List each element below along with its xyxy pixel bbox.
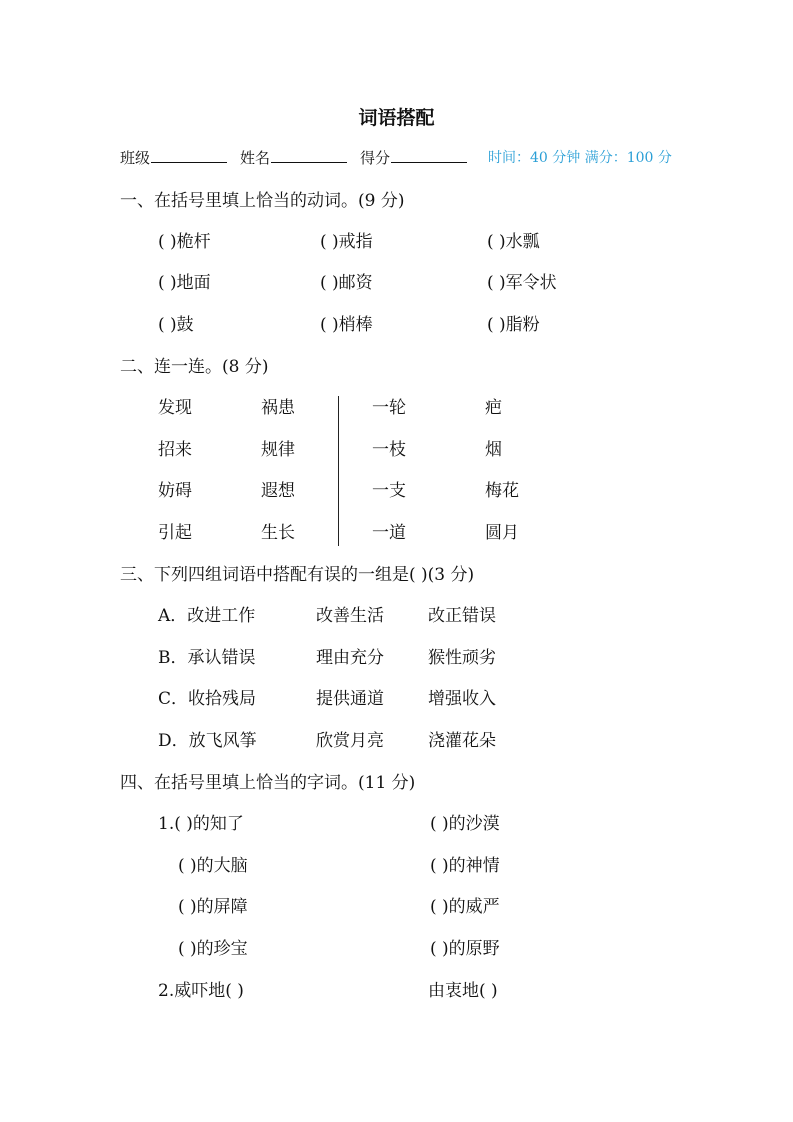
s2-word[interactable]: 引起 [158, 523, 192, 543]
s1-item: ( )梢棒 [320, 315, 373, 335]
s1-item: ( )戒指 [320, 232, 373, 252]
s2-word[interactable]: 圆月 [485, 523, 519, 543]
s2-word[interactable]: 疤 [485, 398, 502, 418]
s2-word[interactable]: 遐想 [261, 481, 295, 501]
section-2-heading: 二、连一连。(8 分) [120, 357, 269, 377]
s2-word[interactable]: 一道 [372, 523, 406, 543]
s2-word[interactable]: 祸患 [261, 398, 295, 418]
s3-option-label[interactable]: C．收拾残局 [158, 689, 257, 709]
score-label: 得分 [360, 149, 391, 167]
s1-item: ( )军令状 [487, 273, 557, 293]
class-field [120, 148, 231, 168]
s1-item: ( )脂粉 [487, 315, 540, 335]
section-3-heading: 三、下列四组词语中搭配有误的一组是( )(3 分) [120, 565, 475, 585]
section-4-heading: 四、在括号里填上恰当的字词。(11 分) [120, 773, 416, 793]
s2-word[interactable]: 妨碍 [158, 481, 192, 501]
s4-item: ( )的沙漠 [430, 814, 500, 834]
s4-item: ( )的屏障 [178, 897, 248, 917]
time-score-info: 时间：40 分钟 满分：100 分 [488, 150, 672, 166]
s3-phrase: 浇灌花朵 [428, 731, 496, 751]
s1-item: ( )桅杆 [158, 232, 211, 252]
s1-item: ( )鼓 [158, 315, 194, 335]
s2-word[interactable]: 招来 [158, 440, 192, 460]
s4-item: 1.( )的知了 [158, 814, 244, 834]
s2-word[interactable]: 梅花 [485, 481, 519, 501]
s4-item: ( )的神情 [430, 856, 500, 876]
s1-item: ( )水瓢 [487, 232, 540, 252]
s2-word[interactable]: 生长 [261, 523, 295, 543]
s4-q2-item: 由衷地( ) [428, 981, 498, 1001]
s1-item: ( )邮资 [320, 273, 373, 293]
name-label: 姓名 [240, 149, 271, 167]
s2-word[interactable]: 烟 [485, 440, 502, 460]
s4-item: ( )的珍宝 [178, 939, 248, 959]
name-field [240, 148, 351, 168]
s4-item: ( )的大脑 [178, 856, 248, 876]
class-label: 班级 [120, 149, 151, 167]
section-1-heading: 一、在括号里填上恰当的动词。(9 分) [120, 191, 405, 211]
s2-word[interactable]: 发现 [158, 398, 192, 418]
name-blank[interactable] [271, 148, 347, 163]
page-title: 词语搭配 [358, 107, 435, 129]
s2-word[interactable]: 一枝 [372, 440, 406, 460]
score-field [360, 148, 471, 168]
s3-phrase: 欣赏月亮 [316, 731, 384, 751]
s4-item: ( )的原野 [430, 939, 500, 959]
s2-word[interactable]: 一轮 [372, 398, 406, 418]
s3-phrase: 猴性顽劣 [428, 648, 496, 668]
s3-option-label[interactable]: D．放飞风筝 [158, 731, 257, 751]
s2-word[interactable]: 规律 [261, 440, 295, 460]
s3-phrase: 理由充分 [316, 648, 384, 668]
s3-phrase: 改善生活 [316, 606, 384, 626]
s3-phrase: 提供通道 [316, 689, 384, 709]
class-blank[interactable] [151, 148, 227, 163]
section-divider-line [338, 396, 339, 546]
s3-phrase: 增强收入 [428, 689, 496, 709]
s4-q2-item: 2.威吓地( ) [158, 981, 244, 1001]
score-blank[interactable] [391, 148, 467, 163]
s3-option-label[interactable]: A．改进工作 [158, 606, 256, 626]
s1-item: ( )地面 [158, 273, 211, 293]
s3-option-label[interactable]: B．承认错误 [158, 648, 256, 668]
s4-item: ( )的威严 [430, 897, 500, 917]
s2-word[interactable]: 一支 [372, 481, 406, 501]
s3-phrase: 改正错误 [428, 606, 496, 626]
